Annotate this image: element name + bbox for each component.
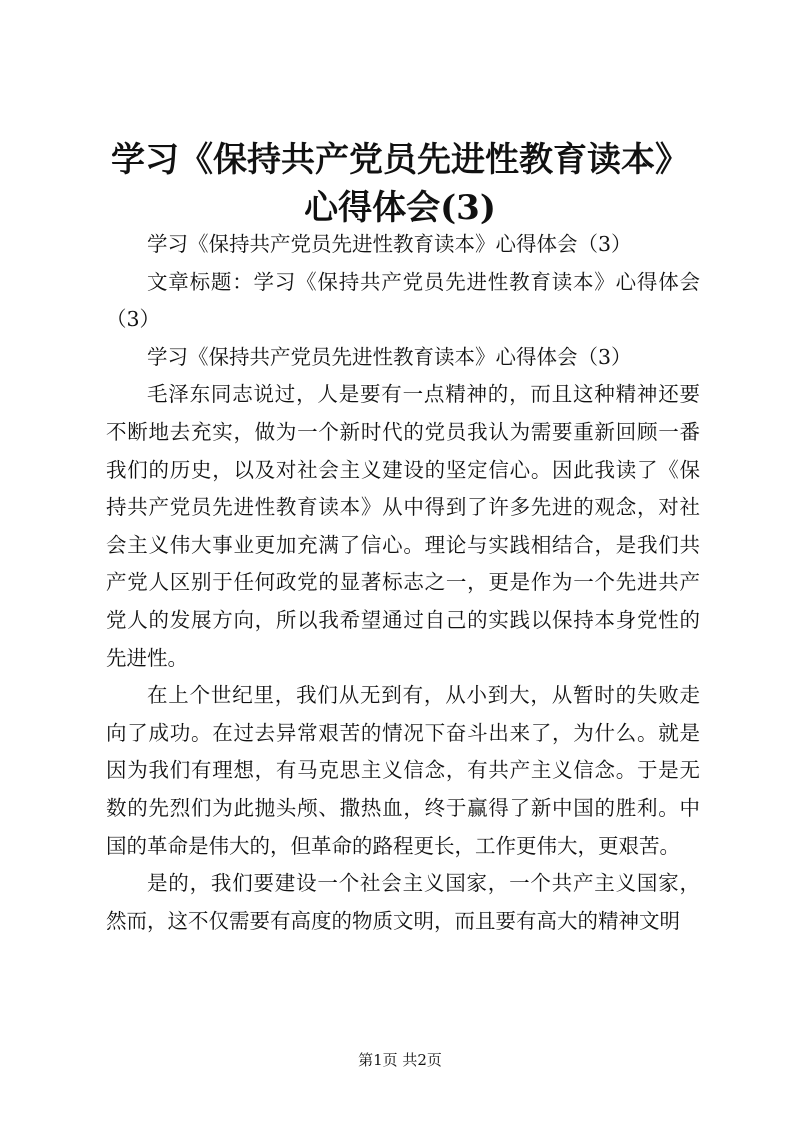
paragraph-body: 是的，我们要建设一个社会主义国家，一个共产主义国家，然而，这不仅需要有高度的物质文明，而且要有高大的精神文明 — [106, 871, 700, 933]
page-number: 第1页 共2页 — [358, 1051, 442, 1069]
page-footer — [0, 1050, 800, 1070]
document-body — [106, 226, 700, 940]
document-title: 学习《保持共产党员先进性教育读本》心得体会(3) — [111, 140, 689, 228]
paragraph-subtitle-repeat: 学习《保持共产党员先进性教育读本》心得体会（3） — [147, 344, 632, 369]
paragraph-body: 毛泽东同志说过，人是要有一点精神的，而且这种精神还要不断地去充实，做为一个新时代的党员我认为需要重新回顾一番我们的历史，以及对社会主义建设的坚定信心。因此我读了《保持共产党员先进性教育读本》从中得到了许多先进的观念，对社会主义伟大事业更加充满了信心。理论与实践相结合，是我们共产党人区别于任何政党的显著标志之一，更是作为一个先进共产党人的发展方向，所以我希望通过自己的实践以保持本身党性的先进性。 — [106, 382, 700, 670]
paragraph-article-title: 文章标题：学习《保持共产党员先进性教育读本》心得体会（3） — [106, 269, 700, 332]
paragraph-body: 在上个世纪里，我们从无到有，从小到大，从暂时的失败走向了成功。在过去异常艰苦的情况下奋斗出来了，为什么。就是因为我们有理想，有马克思主义信念，有共产主义信念。于是无数的先烈们为此抛头颅、撒热血，终于赢得了新中国的胜利。中国的革命是伟大的，但革命的路程更长，工作更伟大，更艰苦。 — [106, 683, 700, 858]
paragraph-subtitle: 学习《保持共产党员先进性教育读本》心得体会（3） — [147, 232, 632, 256]
